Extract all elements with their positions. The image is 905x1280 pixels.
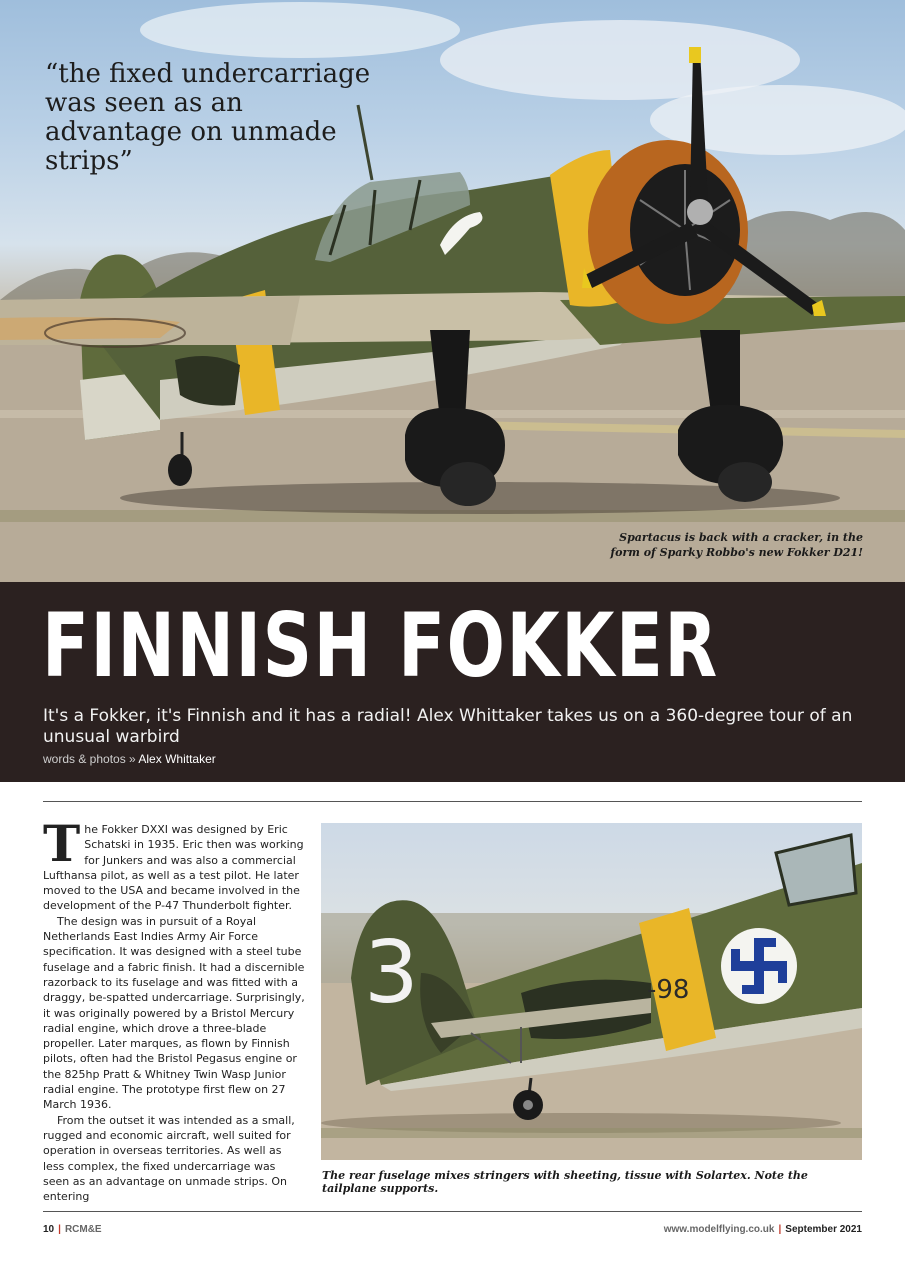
- footer-separator: |: [58, 1224, 61, 1235]
- byline-prefix: words & photos »: [43, 752, 136, 766]
- page-number: 10: [43, 1224, 55, 1235]
- footer-separator-right: |: [778, 1224, 782, 1235]
- byline-author: Alex Whittaker: [138, 752, 216, 766]
- pull-quote: “the fixed undercarriage was seen as an advantage on unmade strips”: [45, 59, 371, 176]
- article-title: FINNISH FOKKER: [42, 594, 719, 697]
- photo-caption: The rear fuselage mixes stringers with sheeting, tissue with Solartex. Note the tailplane supports.: [322, 1169, 808, 1195]
- paragraph-1: [43, 814, 305, 914]
- footer-right: [664, 1224, 862, 1235]
- page-footer: [43, 1224, 862, 1240]
- rear-fuselage-photo: [321, 823, 862, 1160]
- issue-date: September 2021: [785, 1224, 862, 1235]
- article-body: [43, 814, 305, 1204]
- paragraph-2: The design was in pursuit of a Royal Netherlands East Indies Army Air Force specification. It was designed with a steel tube fuselage and a fabric finish. It had a discernible razorback to its fuselage and was fitted with a draggy, be-spatted undercarriage. Surprisingly, it was originally powered by a Bristol Mercury radial engine, which drove a three-blade propeller. Later marques, as flown by Finnish pilots, often had the Bristol Pegasus engine or the 825hp Pratt & Whitney Twin Wasp Junior radial engine. The prototype first flew on 27 March 1936.: [43, 914, 305, 1112]
- paragraph-1-text: he Fokker DXXI was designed by Eric Schatski in 1935. Eric then was working for Junkers and was also a commercial Lufthansa pilot, as well as a test pilot. He later moved to the USA and became involved in the development of the P-47 Thunderbolt fighter.: [43, 823, 304, 913]
- tail-number: 3: [364, 923, 419, 1023]
- hero-photo: [0, 0, 905, 582]
- fuselage-code: -98: [647, 975, 690, 1005]
- byline: [43, 752, 216, 766]
- top-divider: [43, 801, 862, 802]
- publication-name: RCM&E: [64, 1224, 102, 1235]
- website: www.modelflying.co.uk: [663, 1224, 775, 1235]
- footer-left: [43, 1224, 102, 1235]
- hero-caption: Spartacus is back with a cracker, in the form of Sparky Robbo's new Fokker D21!: [610, 531, 863, 559]
- standfirst: It's a Fokker, it's Finnish and it has a radial! Alex Whittaker takes us on a 360-degree tour of an unusual warbird: [43, 706, 853, 747]
- bottom-divider: [43, 1211, 862, 1212]
- drop-cap: T: [43, 814, 81, 873]
- title-band: [0, 582, 905, 782]
- paragraph-3: From the outset it was intended as a small, rugged and economic aircraft, well suited for operation in overseas territories. As well as less complex, the fixed undercarriage was seen as an advantage on unmade strips. On entering: [43, 1113, 295, 1204]
